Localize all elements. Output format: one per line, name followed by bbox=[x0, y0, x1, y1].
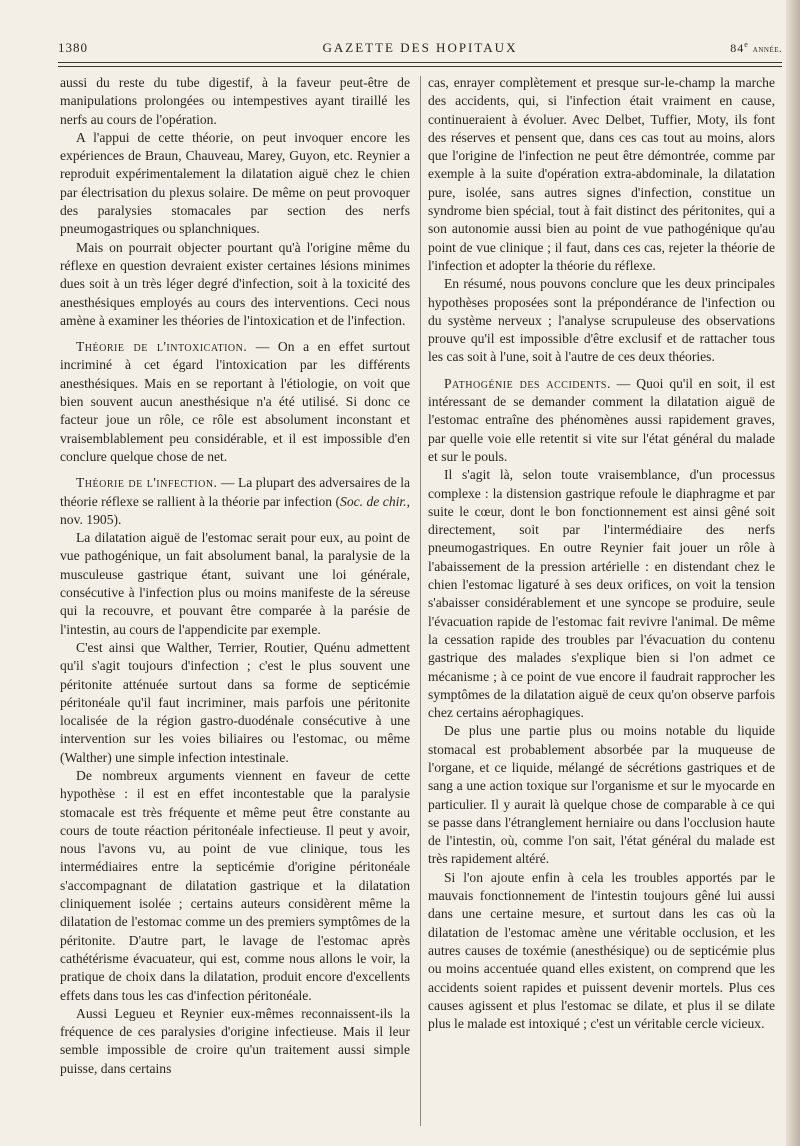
page-number: 1380 bbox=[58, 40, 88, 55]
section-paragraph: Pathogénie des accidents. — Quoi qu'il en soit, il est intéressant de se demander comment la dilatation aiguë de l'estomac entraîne des phénomènes aussi rapidement graves, par quelle voie elle retentit si vite sur l'état général du malade et sur le pouls. bbox=[428, 375, 775, 464]
year-label: 84e année. bbox=[730, 40, 782, 55]
section-heading: Pathogénie des accidents. bbox=[444, 375, 611, 391]
paragraph: Il s'agit là, selon toute vraisemblance, d'un processus complexe : la distension gastrique refoule le diaphragme et par suite le cœur, dont le bon fonctionnement est ainsi gêné soit directement, soit par l'intermédiaire des nerfs pneumogastriques. En outre Reynier fait jouer un rôle à l'abaissement de la pression artérielle : en distendant chez le chien l'estomac ligaturé à ses deux orifices, on voit la tension s'abaisser considérablement et une syncope se produire, seule l'évacuation rapide de l'estomac fait revivre l'animal. De même la cessation rapide des troubles par l'évacuation du contenu gastrique des malades s'explique bien si l'on admet ce mécanisme ; à ce point de vue encore il faudrait rapprocher les symptômes de la dilatation aiguë de ceux qu'on observe parfois chez certains aérophagiques. bbox=[428, 467, 775, 721]
paragraph: Aussi Legueu et Reynier eux-mêmes reconnaissent-ils la fréquence de ces paralysies d'origine infectieuse. Mais il leur semble impossible de croire qu'un traitement aussi simple puisse, dans certains bbox=[60, 1005, 410, 1076]
page-edge bbox=[786, 0, 800, 1146]
section-paragraph: Théorie de l'intoxication. — On a en effet surtout incriminé à cet égard l'intoxication par les différents anesthésiques. Mais en se reportant à l'étiologie, on voit que bien souvent aucun anesthésique n'a été utilisé. Si donc ce facteur joue un rôle, ce rôle est absolument inconstant et vraisemblablement peu considérable, et il est impossible d'en conclure quelque chose de net. bbox=[60, 339, 410, 464]
right-column bbox=[428, 74, 775, 1033]
paragraph: La dilatation aiguë de l'estomac serait pour eux, au point de vue pathogénique, un fait absolument banal, la paralysie de la musculeuse gastrique étant, suivant une loi générale, consécutive à l'infection plus ou moins manifeste de la séreuse qui la recouvre, et pouvant être comparée à la parésie de l'intestin, au cours de l'appendicite par exemple. bbox=[60, 530, 410, 637]
paragraph: aussi du reste du tube digestif, à la faveur peut-être de manipulations prolongées ou intempestives ayant tiraillé les nerfs au cours de l'opération. bbox=[60, 75, 410, 127]
paragraph: De nombreux arguments viennent en faveur de cette hypothèse : il est en effet incontestable que la paralysie stomacale est très fréquente et même peut être constante au cours de toute réaction péritonéale infectieuse. Il peut y avoir, nous l'avons vu, au point de vue clinique, tous les intermédiaires entre la septicémie d'origine péritonéale s'accompagnant de dilatation gastrique et la dilatation cliniquement isolée ; certains auteurs considèrent même la dilatation de l'estomac comme un des premiers symptômes de la péritonite. D'autre part, le lavage de l'estomac après cathétérisme évacuateur, qui est, comme nous allons le voir, la pratique de choix dans la dilatation, produit encore d'excellents effets dans tous les cas d'infection péritonéale. bbox=[60, 767, 410, 1003]
column-divider bbox=[420, 76, 421, 1126]
paragraph: De plus une partie plus ou moins notable du liquide stomacal est probablement absorbée par la muqueuse de l'organe, et ce liquide, mélangé de sécrétions gastriques et de sang a une action toxique sur l'organisme et sur le myocarde en particulier. Il y aurait là quelque chose de comparable à ce qui se passe dans l'étranglement herniaire ou dans l'occlusion haute de l'intestin, où, comme l'on sait, l'état général du malade est très rapidement altéré. bbox=[428, 723, 775, 867]
paragraph: Mais on pourrait objecter pourtant qu'à l'origine même du réflexe en question devraient exister certaines lésions minimes dues soit à un très léger degré d'infection, soit à la toxicité des anesthésiques employés au cours des interventions. Ceci nous amène à examiner les théories de l'intoxication et de l'infection. bbox=[60, 239, 410, 328]
section-heading: Théorie de l'infection. bbox=[76, 475, 218, 491]
left-column bbox=[60, 74, 410, 1078]
journal-title: GAZETTE DES HOPITAUX bbox=[322, 40, 518, 55]
paragraph: En résumé, nous pouvons conclure que les deux principales hypothèses proposées sont la prépondérance de l'infection ou du système nerveux ; l'analyse scrupuleuse des observations prouve qu'il est impossible d'être exclusif et de rattacher tous les cas soit à l'une, soit à l'autre de ces deux théories. bbox=[428, 276, 775, 365]
paragraph: Si l'on ajoute enfin à cela les troubles apportés par le mauvais fonctionnement de l'intestin toujours gêné lui aussi dans une certaine mesure, et surtout dans les cas où la dilatation de l'estomac amène une véritable occlusion, et les autres causes de toxémie (anesthésique) ou de septicémie plus ou moins accentuée quand elles existent, on comprend que les accidents soient rapides et puissent devenir mortels. Plus ces causes agissent et plus l'estomac se dilate, et plus il se dilate plus le malade est intoxiqué ; c'est un véritable cercle vicieux. bbox=[428, 869, 775, 1032]
paragraph: cas, enrayer complètement et presque sur-le-champ la marche des accidents, qui, si l'infection était vraiment en cause, continueraient à évoluer. Avec Delbet, Tuffier, Moty, ils font des réserves et pensent que, dans ces cas tout au moins, alors que l'origine de l'infection ne peut être démontrée, comme par exemple à la suite d'opération extra-abdominale, la dilatation pure, isolée, sans autres signes d'infection, constitue un syndrome bien spécial, tout à fait distinct des péritonites, qui a son autonomie aussi bien au point de vue pathogénique qu'au point de vue clinique ; il faut, dans ces cas, rejeter la théorie de l'infection et adopter la théorie du réflexe. bbox=[428, 75, 775, 273]
section-paragraph: Théorie de l'infection. — La plupart des adversaires de la théorie réflexe se rallient à la théorie par infection (Soc. de chir., nov. 1905). bbox=[60, 475, 411, 527]
section-heading: Théorie de l'intoxication. bbox=[76, 339, 248, 355]
paragraph: A l'appui de cette théorie, on peut invoquer encore les expériences de Braun, Chauveau, Marey, Guyon, etc. Reynier a reproduit expérimentalement la dilatation aiguë chez le chien par électrisation du plexus solaire. De même on peut provoquer des paralysies stomacales par section des nerfs pneumogastriques ou splanchniques. bbox=[60, 129, 410, 237]
page-header bbox=[58, 40, 782, 62]
paragraph: C'est ainsi que Walther, Terrier, Routier, Quénu admettent qu'il s'agit toujours d'infection ; c'est le plus souvent une péritonite atténuée surtout dans sa forme de septicémie péritonéale qu'il faut incriminer, mais parfois une péritonite localisée de la région gastro-duodénale consécutive à une intervention sur les voies biliaires ou l'estomac, ou même (Walther) une simple infection intestinale. bbox=[60, 639, 410, 765]
header-rule-thin bbox=[58, 66, 782, 67]
citation: Soc. de chir. bbox=[340, 493, 407, 509]
header-rule-thick bbox=[58, 62, 782, 63]
